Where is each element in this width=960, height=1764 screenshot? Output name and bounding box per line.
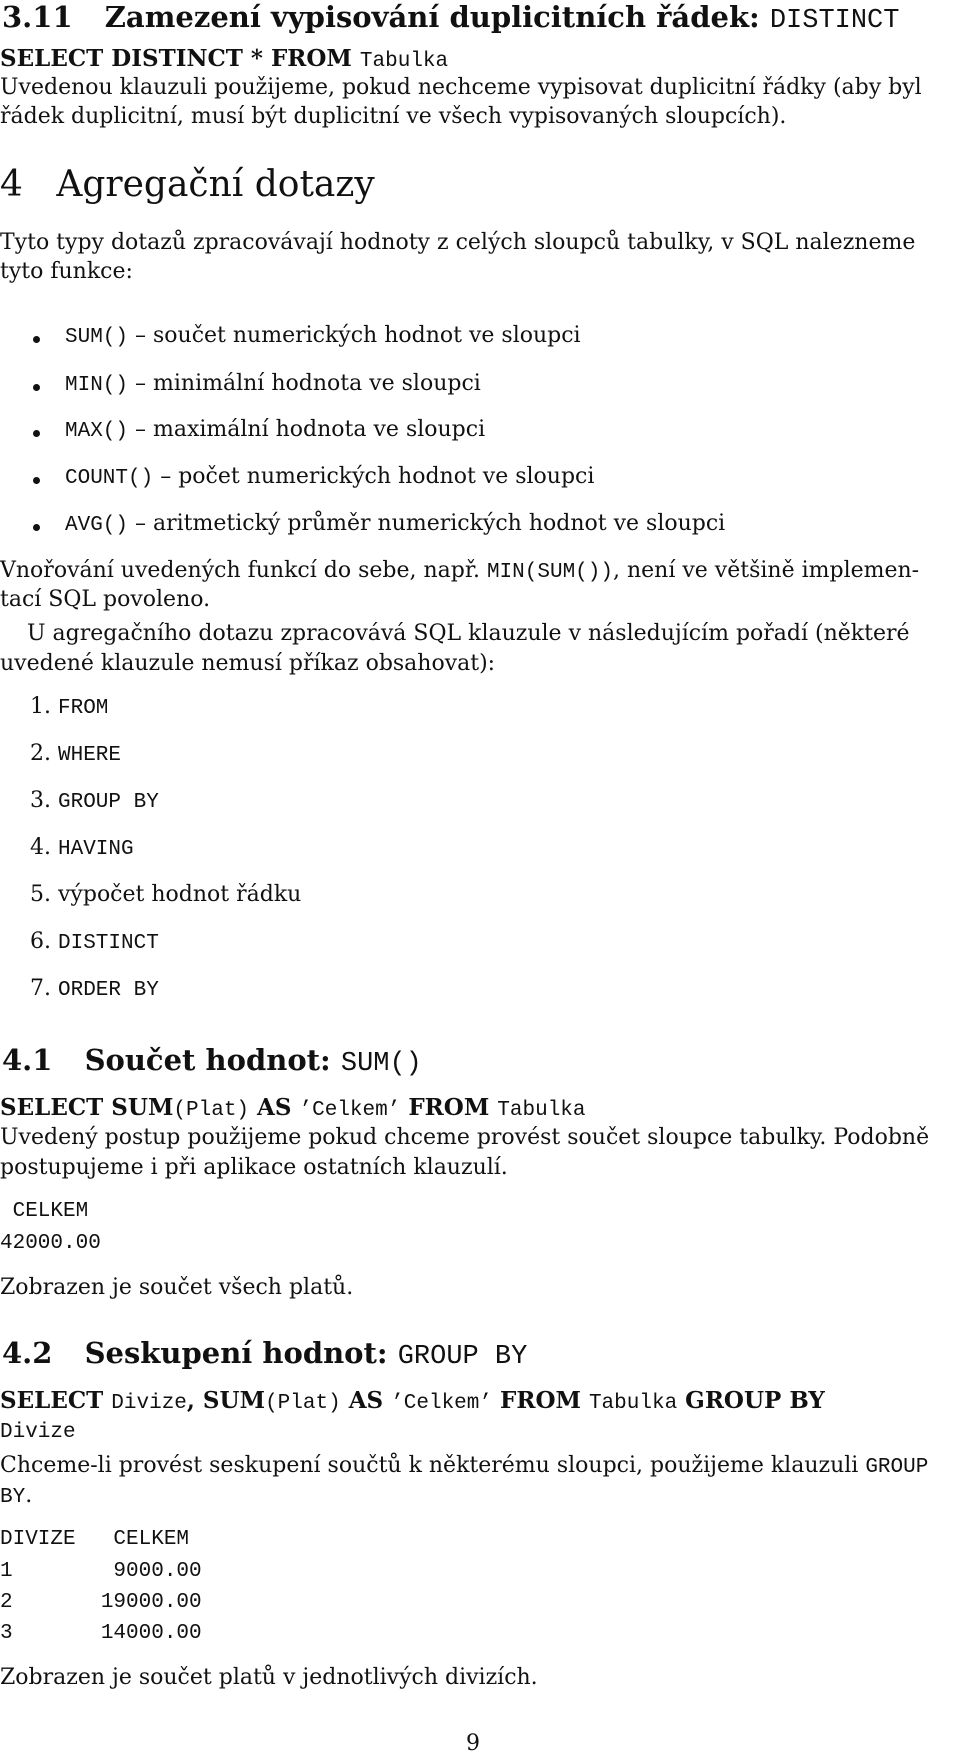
sql-sum: SELECT SUM(Plat) AS ’Celkem’ FROM Tabulka bbox=[0, 1094, 586, 1122]
bullet bbox=[33, 336, 40, 343]
paragraph-line: Zobrazen je součet všech platů. bbox=[0, 1275, 354, 1300]
bullet bbox=[33, 524, 40, 531]
sql-distinct bbox=[0, 45, 448, 73]
bullet bbox=[33, 430, 40, 437]
paragraph-line: U agregačního dotazu zpracovává SQL klauzule v následujícím pořadí (některé bbox=[27, 621, 910, 646]
paragraph-line: Zobrazen je součet platů v jednotlivých divizích. bbox=[0, 1665, 538, 1690]
function-item: SUM() – součet numerických hodnot ve sloupci bbox=[65, 323, 581, 349]
paragraph-line: Uvedený postup použijeme pokud chceme provést součet sloupce tabulky. Podobně bbox=[0, 1125, 930, 1150]
chapter-number: 4 bbox=[0, 164, 23, 205]
chapter-4-heading bbox=[0, 164, 375, 205]
paragraph-line: postupujeme i při aplikace ostatních klauzulí. bbox=[0, 1155, 508, 1180]
bullet bbox=[33, 477, 40, 484]
section-4-1-heading: 4.1 Součet hodnot: SUM() bbox=[2, 1043, 422, 1079]
paragraph-line: Uvedenou klauzuli použijeme, pokud nechceme vypisovat duplicitní řádky (aby byl bbox=[0, 75, 922, 100]
sql-group-by: SELECT Divize, SUM(Plat) AS ’Celkem’ FROM Tabulka GROUP BY bbox=[0, 1387, 825, 1415]
table-header: DIVIZE CELKEM bbox=[0, 1528, 190, 1551]
order-item: 2. WHERE bbox=[30, 741, 122, 767]
sql-keywords: SELECT DISTINCT * FROM bbox=[0, 45, 352, 72]
table-row: 3 14000.00 bbox=[0, 1622, 202, 1645]
section-3-11-heading bbox=[2, 0, 899, 36]
result-value: 42000.00 bbox=[0, 1232, 101, 1255]
function-item: AVG() – aritmetický průměr numerických hodnot ve sloupci bbox=[65, 511, 726, 537]
paragraph-line: Vnořování uvedených funkcí do sebe, např. MIN(SUM()), není ve většině implemen- bbox=[0, 558, 920, 584]
paragraph-line: tyto funkce: bbox=[0, 259, 133, 284]
page-number: 9 bbox=[466, 1731, 480, 1756]
paragraph-line: tací SQL povoleno. bbox=[0, 587, 211, 612]
result-header: CELKEM bbox=[0, 1200, 89, 1223]
sql-line-2: Divize bbox=[0, 1421, 76, 1444]
paragraph-line: řádek duplicitní, musí být duplicitní ve všech vypisovaných sloupcích). bbox=[0, 104, 787, 129]
chapter-title: Agregační dotazy bbox=[56, 164, 375, 205]
section-title: Zamezení vypisování duplicitních řádek: bbox=[104, 0, 770, 34]
paragraph-line: uvedené klauzule nemusí příkaz obsahovat): bbox=[0, 651, 496, 676]
paragraph-line: Tyto typy dotazů zpracovávají hodnoty z celých sloupců tabulky, v SQL nalezneme bbox=[0, 230, 916, 255]
order-item: 7. ORDER BY bbox=[30, 976, 159, 1002]
section-number: 3.11 bbox=[2, 0, 73, 34]
function-item: MIN() – minimální hodnota ve sloupci bbox=[65, 371, 481, 397]
bullet bbox=[33, 384, 40, 391]
function-item: MAX() – maximální hodnota ve sloupci bbox=[65, 417, 486, 443]
order-item: 3. GROUP BY bbox=[30, 788, 159, 814]
function-item: COUNT() – počet numerických hodnot ve sloupci bbox=[65, 464, 595, 490]
section-title-code: DISTINCT bbox=[769, 6, 900, 36]
table-row: 1 9000.00 bbox=[0, 1560, 202, 1583]
order-item: 6. DISTINCT bbox=[30, 929, 159, 955]
section-4-2-heading: 4.2 Seskupení hodnot: GROUP BY bbox=[2, 1336, 528, 1372]
order-item: 5. výpočet hodnot řádku bbox=[30, 882, 302, 907]
table-row: 2 19000.00 bbox=[0, 1591, 202, 1614]
order-item: 4. HAVING bbox=[30, 835, 134, 861]
paragraph-line: BY. bbox=[0, 1483, 33, 1509]
order-item: 1. FROM bbox=[30, 694, 109, 720]
sql-table: Tabulka bbox=[359, 50, 449, 73]
paragraph-line: Chceme-li provést seskupení součtů k některému sloupci, použijeme klauzuli GROUP bbox=[0, 1453, 929, 1479]
